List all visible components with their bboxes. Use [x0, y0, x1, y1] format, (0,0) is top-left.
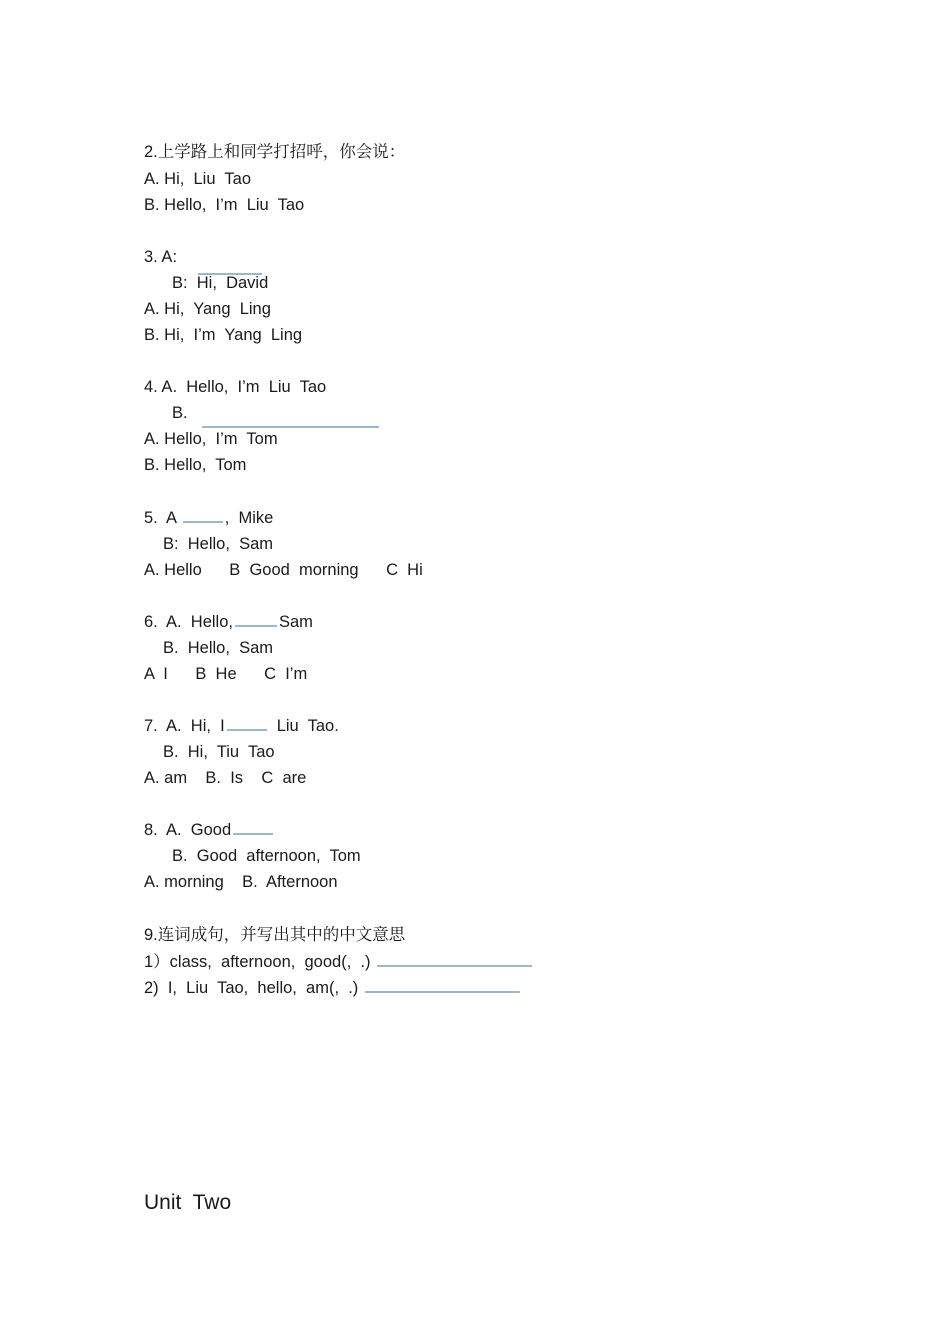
- q8-options: A. morning B. Afternoon: [144, 873, 338, 891]
- q9-number: 9.: [144, 926, 158, 944]
- q5-answer-blank[interactable]: [183, 520, 223, 523]
- q7-line-b: B. Hi, Tiu Tao: [163, 743, 275, 761]
- q5-line-a-pre: 5. A: [144, 509, 177, 527]
- q6-line-a-post: Sam: [278, 613, 313, 631]
- q8-line-a: [144, 820, 275, 840]
- q9-item-2-blank[interactable]: [365, 990, 520, 993]
- q9-item-1: [144, 952, 534, 972]
- q6-line-a: [144, 612, 313, 632]
- q8-line-a-pre: 8. A. Good: [144, 821, 232, 839]
- q3-option-a: A. Hi, Yang Ling: [144, 300, 271, 318]
- q9-item-1-text: 1）class, afternoon, good(, .): [144, 953, 371, 971]
- q4-option-a: A. Hello, I’m Tom: [144, 430, 278, 448]
- q2-option-b: B. Hello, I’m Liu Tao: [144, 196, 305, 214]
- q2-prompt-text: 上学路上和同学打招呼，你会说：: [157, 142, 406, 161]
- q5-line-b: B: Hello, Sam: [163, 535, 274, 553]
- q5-line-a: [144, 508, 273, 528]
- q2-prompt: [144, 142, 405, 162]
- q2-option-a: A. Hi, Liu Tao: [144, 170, 252, 188]
- q6-line-b: B. Hello, Sam: [163, 639, 274, 657]
- q5-options: A. Hello B Good morning C Hi: [144, 561, 423, 579]
- q7-answer-blank[interactable]: [227, 728, 267, 731]
- q9-prompt: [144, 925, 405, 945]
- q8-line-b: B. Good afternoon, Tom: [172, 847, 361, 865]
- q5-line-a-post: , Mike: [224, 509, 274, 527]
- q6-line-a-pre: 6. A. Hello,: [144, 613, 233, 631]
- q6-answer-blank[interactable]: [235, 624, 277, 627]
- q3-option-b: B. Hi, I’m Yang Ling: [144, 326, 303, 344]
- q4-line-b: B.: [172, 404, 188, 422]
- q9-item-2-text: 2) I, Liu Tao, hello, am(, .): [144, 979, 359, 997]
- q3-line-b: B: Hi, David: [172, 274, 269, 292]
- q7-line-a-post: Liu Tao.: [276, 717, 339, 735]
- q7-line-a-pre: 7. A. Hi, I: [144, 717, 225, 735]
- q2-number: 2.: [144, 143, 158, 161]
- q8-answer-blank[interactable]: [233, 832, 273, 835]
- q4-answer-blank[interactable]: [202, 426, 379, 428]
- q9-prompt-text: 连词成句，并写出其中的中文意思: [157, 925, 406, 944]
- q6-options: A I B He C I’m: [144, 665, 308, 683]
- q9-item-1-blank[interactable]: [377, 964, 532, 967]
- q9-item-2: [144, 978, 522, 998]
- q3-line-a: 3. A:: [144, 248, 178, 266]
- q4-line-a: 4. A. Hello, I’m Liu Tao: [144, 378, 327, 396]
- q7-line-a: [144, 716, 339, 736]
- q7-options: A. am B. Is C are: [144, 769, 307, 787]
- q4-option-b: B. Hello, Tom: [144, 456, 247, 474]
- unit-title: Unit Two: [144, 1191, 232, 1214]
